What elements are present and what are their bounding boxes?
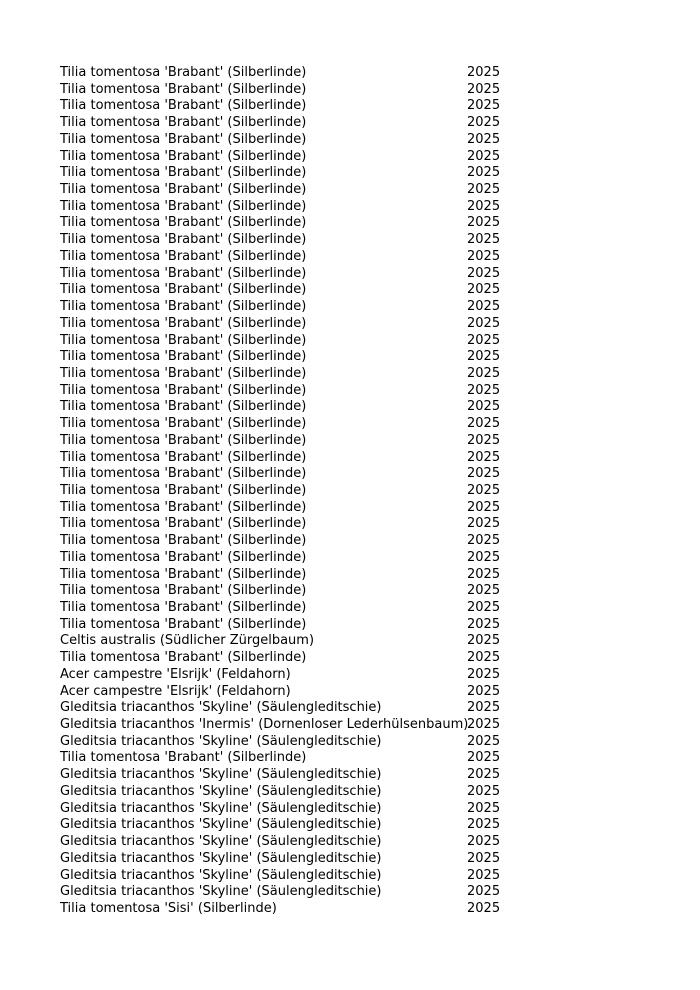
planting-year: 2025 [467, 733, 501, 749]
planting-year: 2025 [467, 783, 501, 799]
list-item [60, 366, 520, 383]
planting-year: 2025 [467, 349, 501, 365]
list-item [60, 717, 520, 734]
tree-species-name: Gleditsia triacanthos 'Skyline' (Säulengleditschie) [60, 733, 382, 749]
list-item [60, 533, 520, 550]
tree-species-name: Tilia tomentosa 'Brabant' (Silberlinde) [60, 482, 307, 498]
tree-species-name: Gleditsia triacanthos 'Skyline' (Säulengleditschie) [60, 834, 382, 850]
tree-species-name: Tilia tomentosa 'Brabant' (Silberlinde) [60, 365, 307, 381]
planting-year: 2025 [467, 850, 501, 866]
planting-year: 2025 [467, 683, 501, 699]
list-item [60, 450, 520, 467]
planting-year: 2025 [467, 666, 501, 682]
list-item [60, 784, 520, 801]
planting-year: 2025 [467, 315, 501, 331]
list-item [60, 817, 520, 834]
planting-year: 2025 [467, 700, 501, 716]
list-item [60, 132, 520, 149]
list-item [60, 333, 520, 350]
list-item [60, 801, 520, 818]
planting-year: 2025 [467, 449, 501, 465]
list-item [60, 82, 520, 99]
tree-species-name: Gleditsia triacanthos 'Skyline' (Säulengleditschie) [60, 884, 382, 900]
tree-list [60, 65, 520, 918]
tree-species-name: Tilia tomentosa 'Brabant' (Silberlinde) [60, 315, 307, 331]
list-item [60, 249, 520, 266]
tree-species-name: Tilia tomentosa 'Brabant' (Silberlinde) [60, 115, 307, 131]
planting-year: 2025 [467, 834, 501, 850]
tree-species-name: Tilia tomentosa 'Brabant' (Silberlinde) [60, 182, 307, 198]
planting-year: 2025 [467, 750, 501, 766]
tree-species-name: Tilia tomentosa 'Brabant' (Silberlinde) [60, 165, 307, 181]
tree-species-name: Gleditsia triacanthos 'Skyline' (Säulengleditschie) [60, 867, 382, 883]
tree-species-name: Tilia tomentosa 'Brabant' (Silberlinde) [60, 282, 307, 298]
planting-year: 2025 [467, 131, 501, 147]
list-item [60, 901, 520, 918]
planting-year: 2025 [467, 466, 501, 482]
tree-species-name: Tilia tomentosa 'Brabant' (Silberlinde) [60, 399, 307, 415]
planting-year: 2025 [467, 198, 501, 214]
tree-species-name: Tilia tomentosa 'Brabant' (Silberlinde) [60, 215, 307, 231]
tree-species-name: Tilia tomentosa 'Brabant' (Silberlinde) [60, 198, 307, 214]
planting-year: 2025 [467, 282, 501, 298]
list-item [60, 165, 520, 182]
planting-year: 2025 [467, 232, 501, 248]
planting-year: 2025 [467, 182, 501, 198]
tree-species-name: Tilia tomentosa 'Brabant' (Silberlinde) [60, 332, 307, 348]
list-item [60, 115, 520, 132]
planting-year: 2025 [467, 265, 501, 281]
planting-year: 2025 [467, 482, 501, 498]
tree-species-name: Acer campestre 'Elsrijk' (Feldahorn) [60, 683, 291, 699]
list-item [60, 316, 520, 333]
tree-species-name: Gleditsia triacanthos 'Skyline' (Säulengleditschie) [60, 700, 382, 716]
tree-species-name: Celtis australis (Südlicher Zürgelbaum) [60, 633, 315, 649]
tree-species-name: Tilia tomentosa 'Brabant' (Silberlinde) [60, 616, 307, 632]
planting-year: 2025 [467, 600, 501, 615]
planting-year: 2025 [467, 332, 501, 348]
tree-species-name: Tilia tomentosa 'Brabant' (Silberlinde) [60, 349, 307, 365]
planting-year: 2025 [467, 65, 501, 80]
planting-year: 2025 [467, 399, 501, 415]
list-item [60, 383, 520, 400]
tree-species-name: Tilia tomentosa 'Brabant' (Silberlinde) [60, 583, 307, 599]
planting-year: 2025 [467, 650, 501, 666]
tree-species-name: Tilia tomentosa 'Brabant' (Silberlinde) [60, 265, 307, 281]
list-item [60, 684, 520, 701]
tree-species-name: Tilia tomentosa 'Brabant' (Silberlinde) [60, 650, 307, 666]
list-item [60, 633, 520, 650]
planting-year: 2025 [467, 583, 501, 599]
list-item [60, 299, 520, 316]
tree-species-name: Tilia tomentosa 'Brabant' (Silberlinde) [60, 449, 307, 465]
tree-species-name: Tilia tomentosa 'Brabant' (Silberlinde) [60, 432, 307, 448]
planting-year: 2025 [467, 533, 501, 549]
list-item [60, 149, 520, 166]
planting-year: 2025 [467, 248, 501, 264]
list-item [60, 868, 520, 885]
list-item [60, 767, 520, 784]
list-item [60, 349, 520, 366]
list-item [60, 483, 520, 500]
tree-species-name: Tilia tomentosa 'Brabant' (Silberlinde) [60, 65, 307, 80]
tree-species-name: Gleditsia triacanthos 'Skyline' (Säulengleditschie) [60, 817, 382, 833]
list-item [60, 750, 520, 767]
tree-species-name: Tilia tomentosa 'Brabant' (Silberlinde) [60, 549, 307, 565]
planting-year: 2025 [467, 767, 501, 783]
tree-species-name: Gleditsia triacanthos 'Skyline' (Säulengleditschie) [60, 767, 382, 783]
planting-year: 2025 [467, 299, 501, 315]
list-item [60, 215, 520, 232]
list-item [60, 232, 520, 249]
tree-species-name: Tilia tomentosa 'Brabant' (Silberlinde) [60, 299, 307, 315]
list-item [60, 98, 520, 115]
tree-species-name: Tilia tomentosa 'Brabant' (Silberlinde) [60, 81, 307, 97]
planting-year: 2025 [467, 566, 501, 582]
tree-species-name: Tilia tomentosa 'Brabant' (Silberlinde) [60, 466, 307, 482]
planting-year: 2025 [467, 499, 501, 515]
list-item [60, 567, 520, 584]
tree-species-name: Tilia tomentosa 'Brabant' (Silberlinde) [60, 382, 307, 398]
tree-species-name: Gleditsia triacanthos 'Inermis' (Dornenloser Lederhülsenbaum) [60, 717, 469, 733]
tree-species-name: Tilia tomentosa 'Brabant' (Silberlinde) [60, 148, 307, 164]
tree-species-name: Gleditsia triacanthos 'Skyline' (Säulengleditschie) [60, 800, 382, 816]
tree-species-name: Tilia tomentosa 'Brabant' (Silberlinde) [60, 131, 307, 147]
planting-year: 2025 [467, 549, 501, 565]
planting-year: 2025 [467, 633, 501, 649]
planting-year: 2025 [467, 115, 501, 131]
list-item [60, 266, 520, 283]
planting-year: 2025 [467, 81, 501, 97]
tree-species-name: Tilia tomentosa 'Brabant' (Silberlinde) [60, 98, 307, 114]
planting-year: 2025 [467, 516, 501, 532]
list-item [60, 416, 520, 433]
list-item [60, 182, 520, 199]
planting-year: 2025 [467, 148, 501, 164]
list-item [60, 399, 520, 416]
list-item [60, 282, 520, 299]
list-item [60, 466, 520, 483]
planting-year: 2025 [467, 884, 501, 900]
tree-species-name: Gleditsia triacanthos 'Skyline' (Säulengleditschie) [60, 850, 382, 866]
list-item [60, 550, 520, 567]
list-item [60, 667, 520, 684]
tree-species-name: Tilia tomentosa 'Brabant' (Silberlinde) [60, 533, 307, 549]
tree-species-name: Tilia tomentosa 'Brabant' (Silberlinde) [60, 416, 307, 432]
list-item [60, 650, 520, 667]
planting-year: 2025 [467, 98, 501, 114]
list-item [60, 617, 520, 634]
planting-year: 2025 [467, 365, 501, 381]
list-item [60, 600, 520, 617]
list-item [60, 199, 520, 216]
tree-species-name: Acer campestre 'Elsrijk' (Feldahorn) [60, 666, 291, 682]
tree-species-name: Tilia tomentosa 'Brabant' (Silberlinde) [60, 600, 307, 615]
tree-species-name: Tilia tomentosa 'Brabant' (Silberlinde) [60, 248, 307, 264]
planting-year: 2025 [467, 800, 501, 816]
planting-year: 2025 [467, 900, 501, 916]
list-item [60, 851, 520, 868]
list-item [60, 700, 520, 717]
tree-species-name: Tilia tomentosa 'Brabant' (Silberlinde) [60, 566, 307, 582]
planting-year: 2025 [467, 616, 501, 632]
planting-year: 2025 [467, 867, 501, 883]
list-item [60, 433, 520, 450]
planting-year: 2025 [467, 432, 501, 448]
list-item [60, 834, 520, 851]
list-item [60, 516, 520, 533]
planting-year: 2025 [467, 382, 501, 398]
planting-year: 2025 [467, 416, 501, 432]
list-item [60, 734, 520, 751]
tree-species-name: Gleditsia triacanthos 'Skyline' (Säulengleditschie) [60, 783, 382, 799]
tree-species-name: Tilia tomentosa 'Brabant' (Silberlinde) [60, 750, 307, 766]
tree-species-name: Tilia tomentosa 'Sisi' (Silberlinde) [60, 900, 277, 916]
list-item [60, 65, 520, 82]
planting-year: 2025 [467, 165, 501, 181]
list-item [60, 884, 520, 901]
planting-year: 2025 [467, 817, 501, 833]
planting-year: 2025 [467, 215, 501, 231]
planting-year: 2025 [467, 717, 501, 733]
tree-species-name: Tilia tomentosa 'Brabant' (Silberlinde) [60, 516, 307, 532]
tree-species-name: Tilia tomentosa 'Brabant' (Silberlinde) [60, 232, 307, 248]
list-item [60, 583, 520, 600]
list-item [60, 500, 520, 517]
tree-species-name: Tilia tomentosa 'Brabant' (Silberlinde) [60, 499, 307, 515]
